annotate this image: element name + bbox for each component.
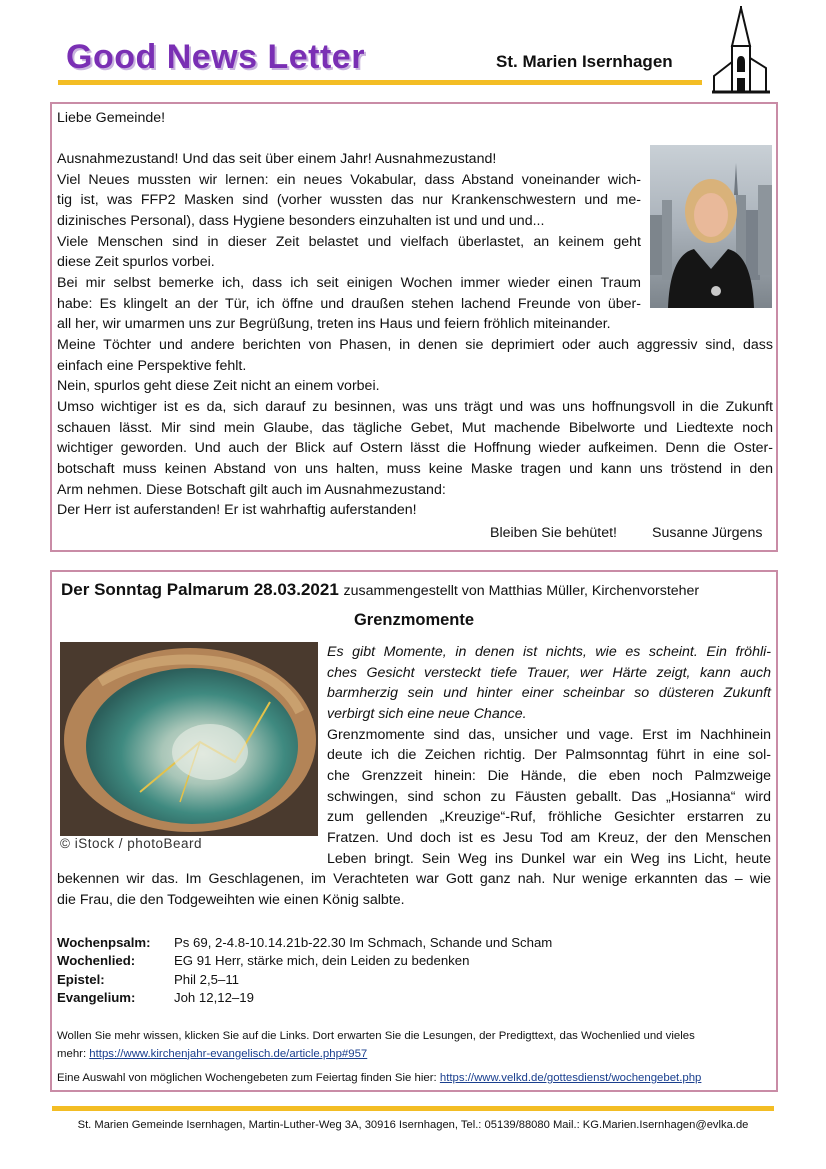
- letter-line: botschaft muss keinen Abstand von uns halten, muss keine Maske tragen und kann uns tröstend in den: [57, 461, 773, 477]
- more-info-text: [57, 1028, 769, 1063]
- closing: Bleiben Sie behütet!: [490, 525, 617, 541]
- full-line: bekennen wir das. Im Geschlagenen, im Verachteten war Gott ganz nah. Nur wenige erkannten das – wie: [57, 871, 771, 887]
- signature: Susanne Jürgens: [652, 525, 763, 541]
- reference-value: Ps 69, 2-4.8-10.14.21b-22.30 Im Schmach, Schande und Scham: [174, 935, 553, 950]
- letter-line: diese Zeit spurlos vorbei.: [57, 254, 215, 270]
- body-line: Fratzen. Und doch ist es Jesu Tod am Kreuz, der den Menschen: [327, 830, 771, 846]
- bowl-photo: [60, 642, 318, 836]
- header-rule: [58, 80, 702, 85]
- portrait-photo: [650, 145, 772, 308]
- body-line: zum gellenden „Kreuzige“-Ruf, fröhliche Gesichter erstarren zu: [327, 809, 771, 825]
- reference-key: Wochenlied:: [57, 953, 136, 969]
- reference-row: [57, 971, 552, 989]
- body-line: Leben bringt. Sein Weg ins Dunkel war ein Weg ins Licht, heute: [327, 851, 771, 867]
- reference-value: Joh 12,12–19: [174, 989, 254, 1005]
- letter-box: [50, 102, 778, 552]
- body-line: schwingen, sind schon zu Fäusten geballt. Das „Hosianna“ wird: [327, 789, 771, 805]
- sunday-box: [50, 570, 778, 1092]
- body-line: Grenzmomente sind das, unsicher und vage. Erst im Nachhinein: [327, 727, 771, 743]
- letter-line: all her, wir umarmen uns zur Begrüßung, treten ins Haus und feiern fröhlich miteinander.: [57, 316, 611, 332]
- body-line: che Grenzzeit hinein: Die Hände, die eben noch Palmzweige: [327, 768, 771, 784]
- photo-credit: © iStock / photoBeard: [60, 836, 203, 851]
- reference-key: Wochenpsalm:: [57, 935, 151, 950]
- letter-line: tig ist, was FFP2 Masken sind (vorher wussten das nur Krankenschwestern und me-: [57, 192, 641, 208]
- italic-line: barmherzig sein und hinter einer scheinbar so düsteren Zukunft: [327, 685, 771, 701]
- footer-address: St. Marien Gemeinde Isernhagen, Martin-Luther-Weg 3A, 30916 Isernhagen, Tel.: 05139/88080 Mail.: KG.Marien.Isernhagen@evlka.de: [77, 1119, 749, 1131]
- italic-line: Es gibt Momente, in denen ist nichts, wie es scheint. Ein fröhli-: [327, 644, 771, 660]
- footer-rule: [52, 1106, 774, 1111]
- sunday-headline: Grenzmomente: [353, 611, 475, 629]
- letter-line: schauen lässt. Mir sind mein Glaube, das tägliche Gebet, Mut machende Bibelworte und Liedtexte noch: [57, 420, 773, 436]
- letter-line: Umso wichtiger ist es da, sich darauf zu besinnen, was uns trägt und was uns hoffnungsvoll in die Zukunft: [57, 399, 773, 415]
- letter-line: dizinisches Personal), dass Hygiene besonders einzuhalten ist und und und...: [57, 213, 545, 229]
- reference-row: [57, 989, 552, 1007]
- letter-line: Bei mir selbst bemerke ich, dass ich seit einigen Wochen immer wieder einen Traum: [57, 275, 641, 291]
- sunday-title: [61, 580, 699, 600]
- prayers-prefix: Eine Auswahl von möglichen Wochengebeten zum Feiertag finden Sie hier:: [57, 1072, 440, 1084]
- italic-line: verbirgt sich eine neue Chance.: [327, 706, 527, 722]
- more-info-prefix: mehr:: [57, 1047, 90, 1060]
- letter-line: einfach eine Perspektive fehlt.: [57, 358, 247, 374]
- sunday-compiled-by: zusammengestellt von Matthias Müller, Kirchenvorsteher: [343, 583, 700, 599]
- prayers-text: [57, 1070, 769, 1088]
- letter-line: Viel Neues mussten wir lernen: ein neues Vokabular, dass Abstand voneinander wich-: [57, 172, 641, 188]
- reference-value: Phil 2,5–11: [174, 971, 240, 987]
- italic-line: ches Gesicht versteckt tiefe Trauer, wer Härte zeigt, kann auch: [327, 665, 771, 681]
- more-info-line-2: [57, 1046, 769, 1064]
- parish-name: St. Marien Isernhagen: [496, 52, 673, 71]
- sunday-title-main: Der Sonntag Palmarum 28.03.2021: [61, 580, 339, 599]
- letter-line: wichtiger geworden. Und auch der Blick auf Ostern lässt die Hoffnung wieder aufkeimen. Denn die Oster-: [57, 440, 773, 456]
- letter-line: Arm nehmen. Diese Botschaft gilt auch im Ausnahmezustand:: [57, 482, 446, 498]
- reading-references: [57, 934, 552, 1007]
- masthead-title: Good News Letter: [66, 38, 365, 76]
- reference-row: [57, 934, 552, 952]
- reference-key: Epistel:: [57, 971, 105, 987]
- more-info-line-1: Wollen Sie mehr wissen, klicken Sie auf die Links. Dort erwarten Sie die Lesungen, der Predigttext, das Wochenlied und vieles: [57, 1030, 695, 1042]
- velkd-link[interactable]: https://www.velkd.de/gottesdienst/wochengebet.php: [439, 1072, 702, 1084]
- full-line: die Frau, die den Todgeweihten wie einen König salbte.: [57, 892, 405, 908]
- letter-line: Ausnahmezustand! Und das seit über einem Jahr! Ausnahmezustand!: [57, 151, 497, 167]
- kirchenjahr-link[interactable]: https://www.kirchenjahr-evangelisch.de/article.php#957: [89, 1047, 368, 1060]
- letter-line: Der Herr ist auferstanden! Er ist wahrhaftig auferstanden!: [57, 502, 417, 518]
- reference-value: EG 91 Herr, stärke mich, dein Leiden zu bedenken: [174, 953, 470, 969]
- church-icon: [712, 6, 770, 96]
- body-line: deute ich die Zeichen richtig. Der Palmsonntag führt in eine sol-: [327, 747, 771, 763]
- reference-row: [57, 952, 552, 970]
- letter-line: Meine Töchter und andere berichten von Phasen, in denen sie deprimiert oder auch aggressiv sind, dass: [57, 337, 773, 353]
- letter-line: habe: Es klingelt an der Tür, ich öffne und draußen stehen lachend Freunde von über-: [57, 296, 641, 312]
- greeting: Liebe Gemeinde!: [57, 110, 166, 126]
- reference-key: Evangelium:: [57, 989, 136, 1005]
- letter-line: Viele Menschen sind in dieser Zeit belastet und vielfach überlastet, an keinem geht: [57, 234, 641, 250]
- letter-line: Nein, spurlos geht diese Zeit nicht an einem vorbei.: [57, 378, 380, 394]
